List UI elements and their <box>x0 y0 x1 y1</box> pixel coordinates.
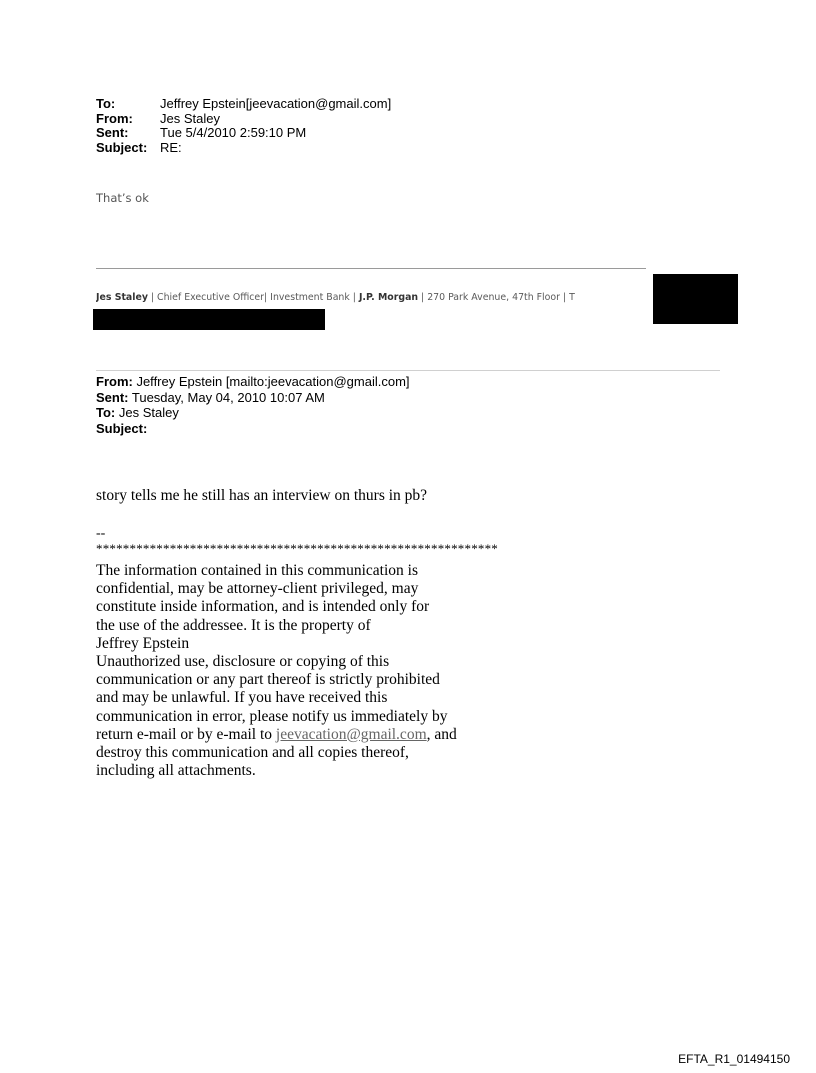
original-sent-value: Tuesday, May 04, 2010 10:07 AM <box>128 389 325 405</box>
original-subject-label: Subject: <box>96 420 148 436</box>
original-message-divider <box>96 370 720 371</box>
signature-company: J.P. Morgan <box>358 292 419 303</box>
original-from-row <box>96 374 410 390</box>
disclaimer-line: the use of the addressee. It is the property of <box>96 616 371 634</box>
disclaimer-line: Jeffrey Epstein <box>96 634 190 652</box>
disclaimer-return-line <box>96 726 516 744</box>
original-to-label: To: <box>96 405 116 420</box>
disclaimer-line: The information contained in this communication is <box>96 562 418 579</box>
disclaimer-line: Unauthorized use, disclosure or copying of this <box>96 653 390 671</box>
original-from-value: Jeffrey Epstein [mailto:jeevacation@gmail.com] <box>132 374 410 389</box>
signature-address: | 270 Park Avenue, 47th Floor | T <box>418 292 575 303</box>
original-subject-row <box>96 421 410 437</box>
subject-value: RE: <box>160 139 182 155</box>
from-label: From: <box>96 110 133 126</box>
return-suffix: , and <box>426 725 457 743</box>
subject-label: Subject: <box>96 139 148 155</box>
header-subject-row <box>96 141 391 156</box>
sent-value: Tue 5/4/2010 2:59:10 PM <box>160 125 307 140</box>
original-to-value: Jes Staley <box>115 405 179 420</box>
header-from-row <box>96 112 391 127</box>
redaction-box <box>93 309 325 330</box>
disclaimer-line: communication in error, please notify us immediately by <box>96 707 448 725</box>
signature-title: | Chief Executive Officer| Investment Bank | <box>147 292 359 303</box>
confidentiality-disclaimer <box>96 562 516 780</box>
return-prefix: return e-mail or by e-mail to <box>96 725 276 743</box>
original-sent-row <box>96 390 410 406</box>
to-label: To: <box>96 96 116 111</box>
disclaimer-line: and may be unlawful. If you have received this <box>96 689 388 707</box>
sent-label: Sent: <box>96 125 129 140</box>
document-id: EFTA_R1_01494150 <box>678 1052 790 1066</box>
signature-divider <box>96 268 646 269</box>
redaction-box <box>653 274 738 324</box>
email-header <box>96 97 391 155</box>
original-message-header <box>96 374 410 436</box>
email-link[interactable]: jeevacation@gmail.com <box>275 725 427 743</box>
disclaimer-line: including all attachments. <box>96 762 256 780</box>
disclaimer-line: destroy this communication and all copies thereof, <box>96 744 409 762</box>
disclaimer-line: communication or any part thereof is strictly prohibited <box>96 671 440 689</box>
header-to-row <box>96 97 391 112</box>
from-value: Jes Staley <box>160 110 220 126</box>
header-sent-row <box>96 126 391 141</box>
original-from-label: From: <box>96 374 133 389</box>
disclaimer-line: constitute inside information, and is intended only for <box>96 598 430 616</box>
signature-line <box>96 292 652 303</box>
disclaimer-line: confidential, may be attorney-client privileged, may <box>96 580 419 598</box>
reply-text: That’s ok <box>96 191 149 205</box>
to-value: Jeffrey Epstein[jeevacation@gmail.com] <box>160 96 392 111</box>
original-to-row <box>96 405 410 421</box>
separator-stars: ************************************************************ <box>96 541 498 556</box>
signature-name: Jes Staley <box>96 292 148 303</box>
message-body: story tells me he still has an interview on thurs in pb? <box>96 487 428 504</box>
separator-dashes: -- <box>96 526 106 541</box>
original-sent-label: Sent: <box>96 389 129 405</box>
